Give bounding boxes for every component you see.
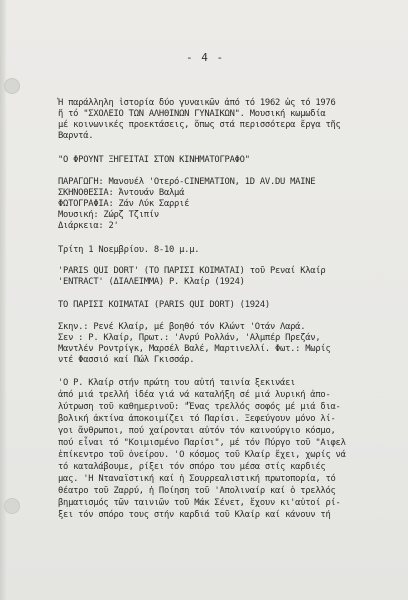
body-line: ἐπίκεντρο τοῦ ὀνείρου. 'Ο κόσμος τοῦ Κλαίρ ἔχει, χωρίς νά bbox=[58, 450, 346, 460]
body-line: ἀπό μιά τρελλή ἰδέα γιά νά καταλήξη σέ μιά λυρική ἀπο- bbox=[58, 390, 331, 400]
body-line: μας. 'Η Νταναϊστική καί ἡ Σουρρεαλιστική πρωτοπορία, τό bbox=[58, 474, 336, 484]
film-credit-duration: Διάρκεια: 2' bbox=[58, 221, 119, 231]
credits-line: Μαντλέν Ροντρίγκ, Μαρσέλ Βαλέ, Μαρτινελλί. Φωτ.: Μωρίς bbox=[58, 344, 331, 354]
section-subtitle: ΤΟ ΠΑΡΙΣΙ ΚΟΙΜΑΤΑΙ (PARIS QUI DORT) (1924) bbox=[58, 300, 270, 310]
body-line: λύτρωση τοῦ καθημερινοῦ: "Ἕνας τρελλός σοφός μέ μιά δια- bbox=[58, 402, 341, 412]
body-line: τό καταλάβουμε, ρίξει τόν σπόρο του μέσα στίς καρδιές bbox=[58, 462, 326, 472]
program-item: 'PARIS QUI DORT' (ΤΟ ΠΑΡΙΣΙ ΚΟΙΜΑΤΑΙ) τοῦ Ρεναί Κλαίρ bbox=[58, 266, 326, 276]
body-line: ξει τόν σπόρο τους στήν καρδιά τοῦ Κλαίρ καί κάνουν τή bbox=[58, 510, 331, 520]
body-line: 'Ο Ρ. Κλαίρ στήν πρώτη του αὐτή ταινία ξεκινάει bbox=[58, 378, 296, 388]
credits-line: ντέ Φασσιό καί Πώλ Γκισσάρ. bbox=[58, 355, 195, 365]
film-credit-music: Μουσική: Ζώρζ Τζιπίν bbox=[58, 210, 159, 220]
body-line: βηματισμός τῶν ταινιῶν τοῦ Μάκ Σένετ, ἔχουν κι'αὐτοί ρί- bbox=[58, 498, 341, 508]
film-title: "Ο ΦΡΟΥΝΤ ΞΗΓΕΙΤΑΙ ΣΤΟΝ ΚΙΝΗΜΑΤΟΓΡΑΦΟ" bbox=[58, 155, 250, 165]
credits-line: Σεν : Ρ. Κλαίρ, Πρωτ.: 'Ανρύ Ρολλάν, 'Αλμπέρ Πρεζάν, bbox=[58, 333, 321, 343]
body-line: πού εἶναι τό "Κοιμισμένο Παρίσι", μέ τόν Πύργο τοῦ "Αιφελ bbox=[58, 438, 346, 448]
body-line: βολική ἀκτίνα ἀποκοιμίζει τό Παρίσι. Ξεφεύγουν μόνο λί- bbox=[58, 414, 336, 424]
punch-hole-icon bbox=[4, 498, 20, 514]
intro-line: Βαρντά. bbox=[58, 131, 94, 141]
program-item: 'ENTRACT' (ΔΙΑΛΕΙΜΜΑ) Ρ. Κλαίρ (1924) bbox=[58, 277, 245, 287]
punch-hole-icon bbox=[4, 78, 20, 94]
film-credit-production: ΠΑΡΑΓΩΓΗ: Μανουέλ 'Οτερό-CINEMATION, 1D AV.DU MAINE bbox=[58, 177, 316, 187]
page-number: - 4 - bbox=[186, 51, 225, 64]
film-credit-photography: ΦΩΤΟΓΡΑΦΙΑ: Ζάν Λύκ Σαρριέ bbox=[58, 199, 190, 209]
intro-line: Ἡ παράλληλη ἱστορία δύο γυναικῶν ἀπό τό 1962 ὡς τό 1976 bbox=[58, 98, 336, 108]
body-line: θέατρο τοῦ Ζαρρύ, ἡ Ποίηση τοῦ 'Απολιναίρ καί ὁ τρελλός bbox=[58, 486, 336, 496]
screening-date: Τρίτη 1 Νοεμβρίου. 8-10 μ.μ. bbox=[58, 245, 200, 255]
credits-line: Σκην.: Ρενέ Κλαίρ, μέ βοηθό τόν Κλώντ 'Οτάν Λαρά. bbox=[58, 322, 306, 332]
film-credit-direction: ΣΚΗΝΟΘΕΣΙΑ: Άντουάν Βαλμά bbox=[58, 188, 185, 198]
body-line: γοι ἄνθρωποι, πού χαίρονται αὐτόν τόν καινούργιο κόσμο, bbox=[58, 426, 336, 436]
intro-line: ἤ τό "ΣΧΟΛΕΙΟ ΤΩΝ ΑΛΗΘΙΝΩΝ ΓΥΝΑΙΚΩΝ". Μουσική κωμωδία bbox=[58, 109, 326, 119]
intro-line: μέ κοινωνικές προεκτάσεις, ὅπως στά περισσότερα ἔργα τῆς bbox=[58, 120, 341, 130]
